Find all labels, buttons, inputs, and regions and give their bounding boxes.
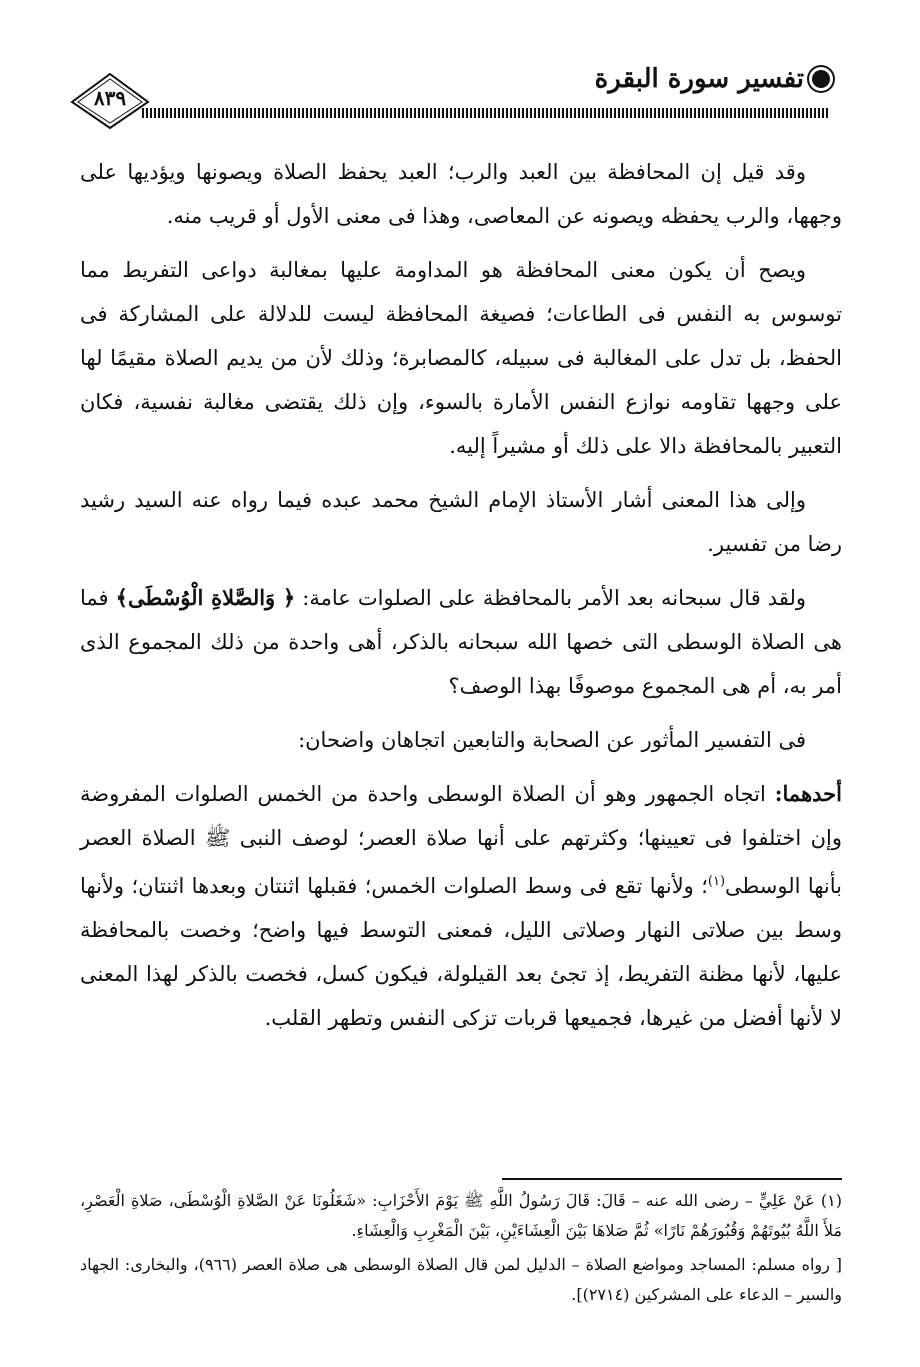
footnote-1: (١) عَنْ عَلِيٍّ – رضى الله عنه – قَالَ: قَالَ رَسُولُ اللَّهِ ﷺ يَوْمَ الأَحْزَابِ: «شَغَلُونَا عَنْ الصَّلاةِ الْوُسْطَى، صَلاةِ الْعَصْرِ، مَلأَ اللَّهُ بُيُوتَهُمْ وَقُبُورَهُمْ نَارًا» ثُمَّ صَلاهَا بَيْنَ الْعِشَاءَيْنِ، بَيْنَ الْمَغْرِبِ وَالْعِشَاءِ. bbox=[80, 1191, 842, 1240]
paragraph-1: وقد قيل إن المحافظة بين العبد والرب؛ العبد يحفظ الصلاة ويصونها ويؤديها على وجهها، والرب يحفظه ويصونه عن المعاصى، وهذا فى معنى الأول أو قريب منه. bbox=[80, 160, 842, 228]
running-title-text: تفسير سورة البقرة bbox=[594, 64, 804, 94]
footnote-source: [ رواه مسلم: المساجد ومواضع الصلاة – الدليل لمن قال الصلاة الوسطى هى صلاة العصر (٩٦٦)، والبخارى: الجهاد والسير – الدعاء على المشركين (٢٧١٤)]. bbox=[80, 1255, 842, 1304]
paragraph-4-intro: ولقد قال سبحانه بعد الأمر بالمحافظة على الصلوات عامة: bbox=[302, 586, 806, 610]
page-number-badge bbox=[70, 72, 150, 130]
paragraph-6 bbox=[80, 772, 842, 1040]
paragraph-2: ويصح أن يكون معنى المحافظة هو المداومة عليها بمغالبة دواعى التفريط مما توسوس به النفس فى الطاعات؛ فصيغة المحافظة ليست للدلالة على المشاركة فى الحفظ، بل تدل على المغالبة فى سبيله، كالمصابرة؛ وذلك لأن من يديم الصلاة مقيمًا لها على وجهها تقاومه نوازع النفس الأمارة بالسوء، وإن ذلك يقتضى مغالبة نفسية، فكان التعبير بالمحافظة دالا على ذلك أو مشيراً إليه. bbox=[80, 258, 842, 458]
paragraph-4 bbox=[80, 576, 842, 708]
running-title bbox=[595, 64, 830, 94]
header-rule bbox=[142, 108, 830, 118]
paragraph-4-rest: فما هى الصلاة الوسطى التى خصها الله سبحانه بالذكر، أهى واحدة من ذلك المجموع الذى أمر به، أم هى المجموع موصوفًا بهذا الوصف؟ bbox=[80, 586, 842, 698]
paragraph-6-text-b: ؛ ولأنها تقع فى وسط الصلوات الخمس؛ فقبلها اثنتان وبعدها اثنتان؛ ولأنها وسط بين صلاتى النهار وصلاتى الليل، فمعنى التوسط فيها واضح؛ وخصت بالمحافظة عليها، لأنها مظنة التفريط، إذ تجئ بعد القيلولة، فيكون كسل، فخصت بالذكر لهذا المعنى لا لأنها أفضل من غيرها، فجميعها قربات تزكى النفس وتطهر القلب. bbox=[80, 874, 842, 1030]
main-text bbox=[80, 150, 842, 1050]
footnotes bbox=[80, 1186, 842, 1314]
paragraph-6-lead: أحدهما: bbox=[774, 781, 842, 806]
page-header bbox=[70, 58, 830, 138]
ornament-icon bbox=[812, 70, 830, 88]
paragraph-5: فى التفسير المأثور عن الصحابة والتابعين اتجاهان واضحان: bbox=[298, 728, 806, 752]
page-number: ٨٣٩ bbox=[93, 86, 127, 110]
paragraph-6-text-a: اتجاه الجمهور وهو أن الصلاة الوسطى واحدة من الخمس الصلوات المفروضة وإن اختلفوا فى تعيينها؛ وكثرتهم على أنها صلاة العصر؛ لوصف النبى ﷺ الصلاة العصر بأنها الوسطى bbox=[80, 782, 843, 898]
quran-verse: ﴿ وَالصَّلاةِ الْوُسْطَى﴾ bbox=[115, 585, 296, 610]
footnote-reference[interactable]: (١) bbox=[707, 874, 726, 889]
paragraph-3: وإلى هذا المعنى أشار الأستاذ الإمام الشيخ محمد عبده فيما رواه عنه السيد رشيد رضا من تفسير. bbox=[80, 488, 842, 556]
footnote-divider bbox=[502, 1178, 842, 1180]
